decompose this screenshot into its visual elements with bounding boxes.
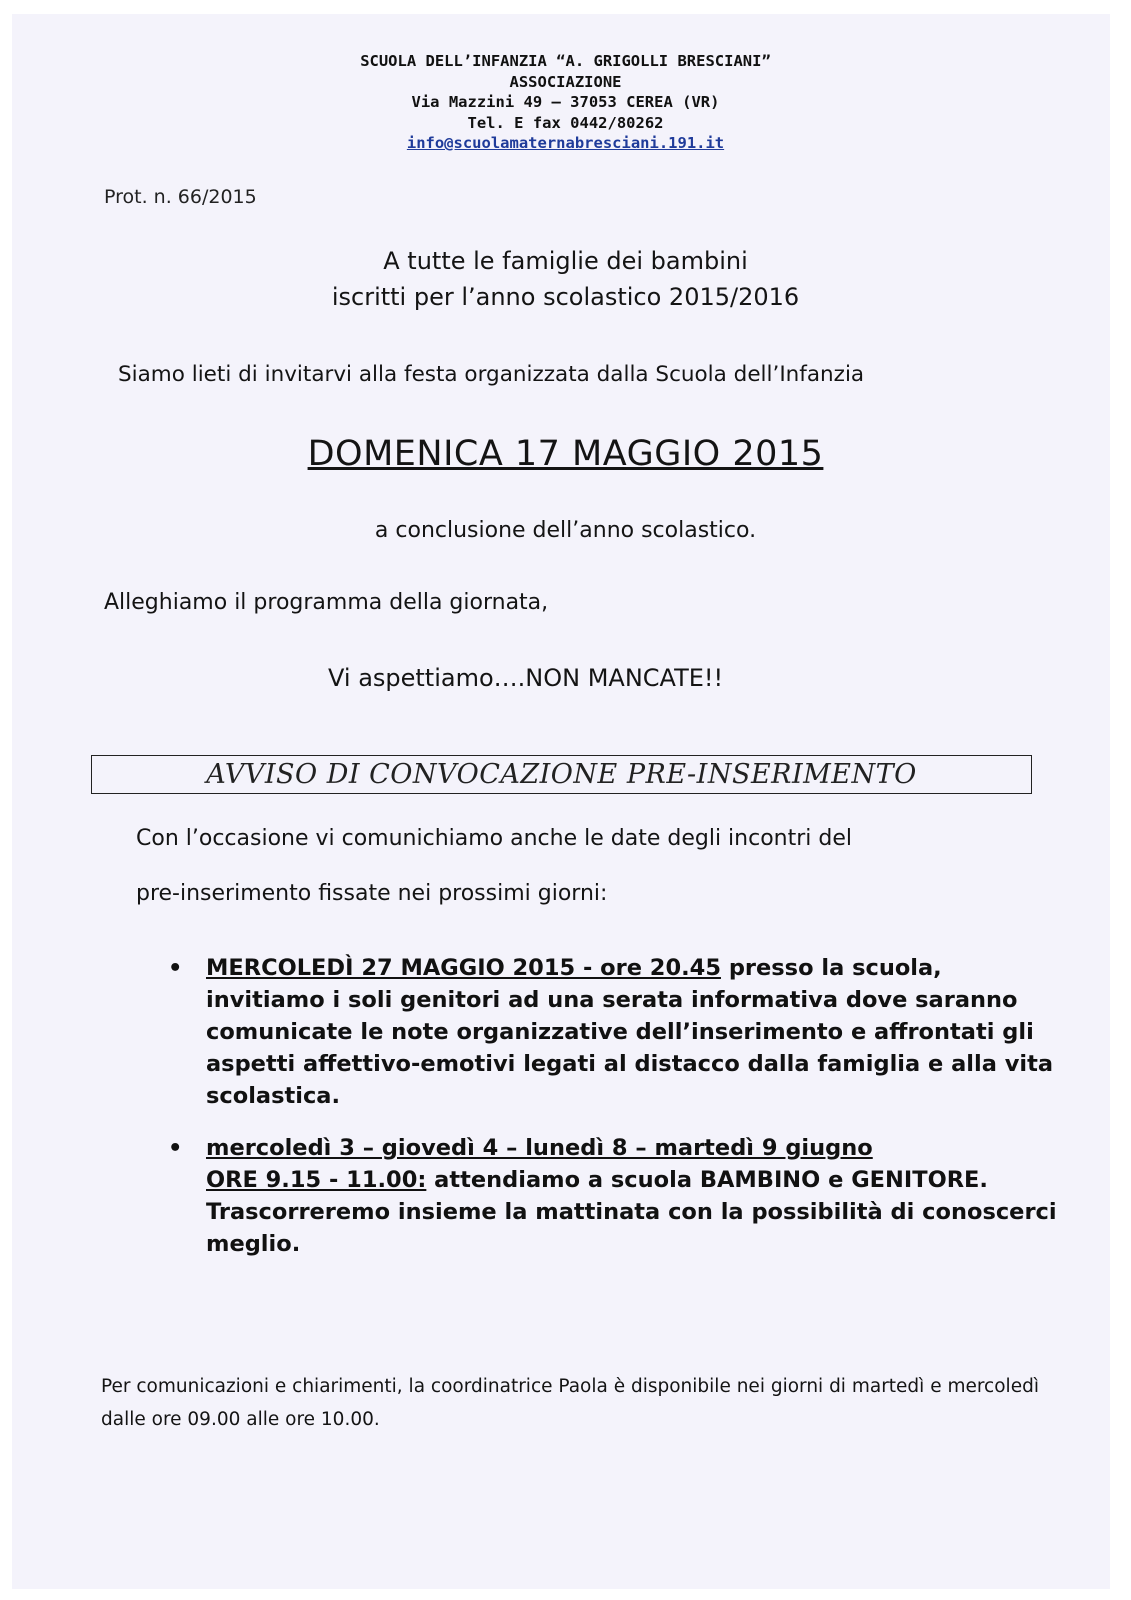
recipients-line-1: A tutte le famiglie dei bambini xyxy=(383,247,748,275)
meeting-description: presso la scuola, invitiamo i soli genitori ad una serata informativa dove saranno comunicate le note organizzative dell’inserimento e affrontati gli aspetti affettivo-emotivi legati al distacco dalla famiglia e alla vita scolastica. xyxy=(206,955,1054,1109)
closing-exclamation: Vi aspettiamo….NON MANCATE!! xyxy=(328,664,724,692)
recipients-line-2: iscritti per l’anno scolastico 2015/2016 xyxy=(331,283,800,311)
occasion-line-2: pre-inserimento fissate nei prossimi giorni: xyxy=(136,881,608,906)
protocol-number: Prot. n. 66/2015 xyxy=(104,186,257,208)
meeting-days: mercoledì 3 – giovedì 4 – lunedì 8 – martedì 9 giugno xyxy=(206,1135,873,1161)
occasion-line-1: Con l’occasione vi comunichiamo anche le date degli incontri del xyxy=(136,826,852,851)
letterhead xyxy=(0,51,1131,154)
meeting-extra: Trascorreremo insieme la mattinata con la possibilità di conoscerci meglio. xyxy=(206,1199,1057,1257)
list-item xyxy=(168,952,1068,1112)
meeting-datetime: MERCOLEDÌ 27 MAGGIO 2015 - ore 20.45 xyxy=(206,955,721,981)
school-name: SCUOLA DELL’INFANZIA “A. GRIGOLLI BRESCIANI” xyxy=(360,52,771,70)
recipients xyxy=(0,243,1131,315)
meeting-list xyxy=(168,952,1068,1260)
school-phone: Tel. E fax 0442/80262 xyxy=(467,113,664,132)
conclusion-text: a conclusione dell’anno scolastico. xyxy=(374,518,757,543)
footer-note: Per comunicazioni e chiarimenti, la coordinatrice Paola è disponibile nei giorni di martedì e mercoledì dalle ore 09.00 alle ore 10.00. xyxy=(101,1376,1039,1430)
notice-banner: AVVISO DI CONVOCAZIONE PRE-INSERIMENTO xyxy=(91,755,1032,794)
meeting-description: attendiamo a scuola BAMBINO e GENITORE. xyxy=(426,1167,988,1193)
list-item xyxy=(168,1132,1068,1260)
invitation-text: Siamo lieti di invitarvi alla festa organizzata dalla Scuola dell’Infanzia xyxy=(118,362,865,387)
event-date: DOMENICA 17 MAGGIO 2015 xyxy=(307,434,824,474)
bullet-icon: • xyxy=(168,1135,183,1161)
bullet-icon: • xyxy=(168,955,183,981)
school-address: Via Mazzini 49 – 37053 CEREA (VR) xyxy=(411,93,720,111)
attachment-note: Alleghiamo il programma della giornata, xyxy=(104,590,549,615)
association-label: ASSOCIAZIONE xyxy=(509,72,622,91)
meeting-hours: ORE 9.15 - 11.00: xyxy=(206,1167,427,1193)
school-email-link[interactable]: info@scuolamaternabresciani.191.it xyxy=(406,134,725,152)
